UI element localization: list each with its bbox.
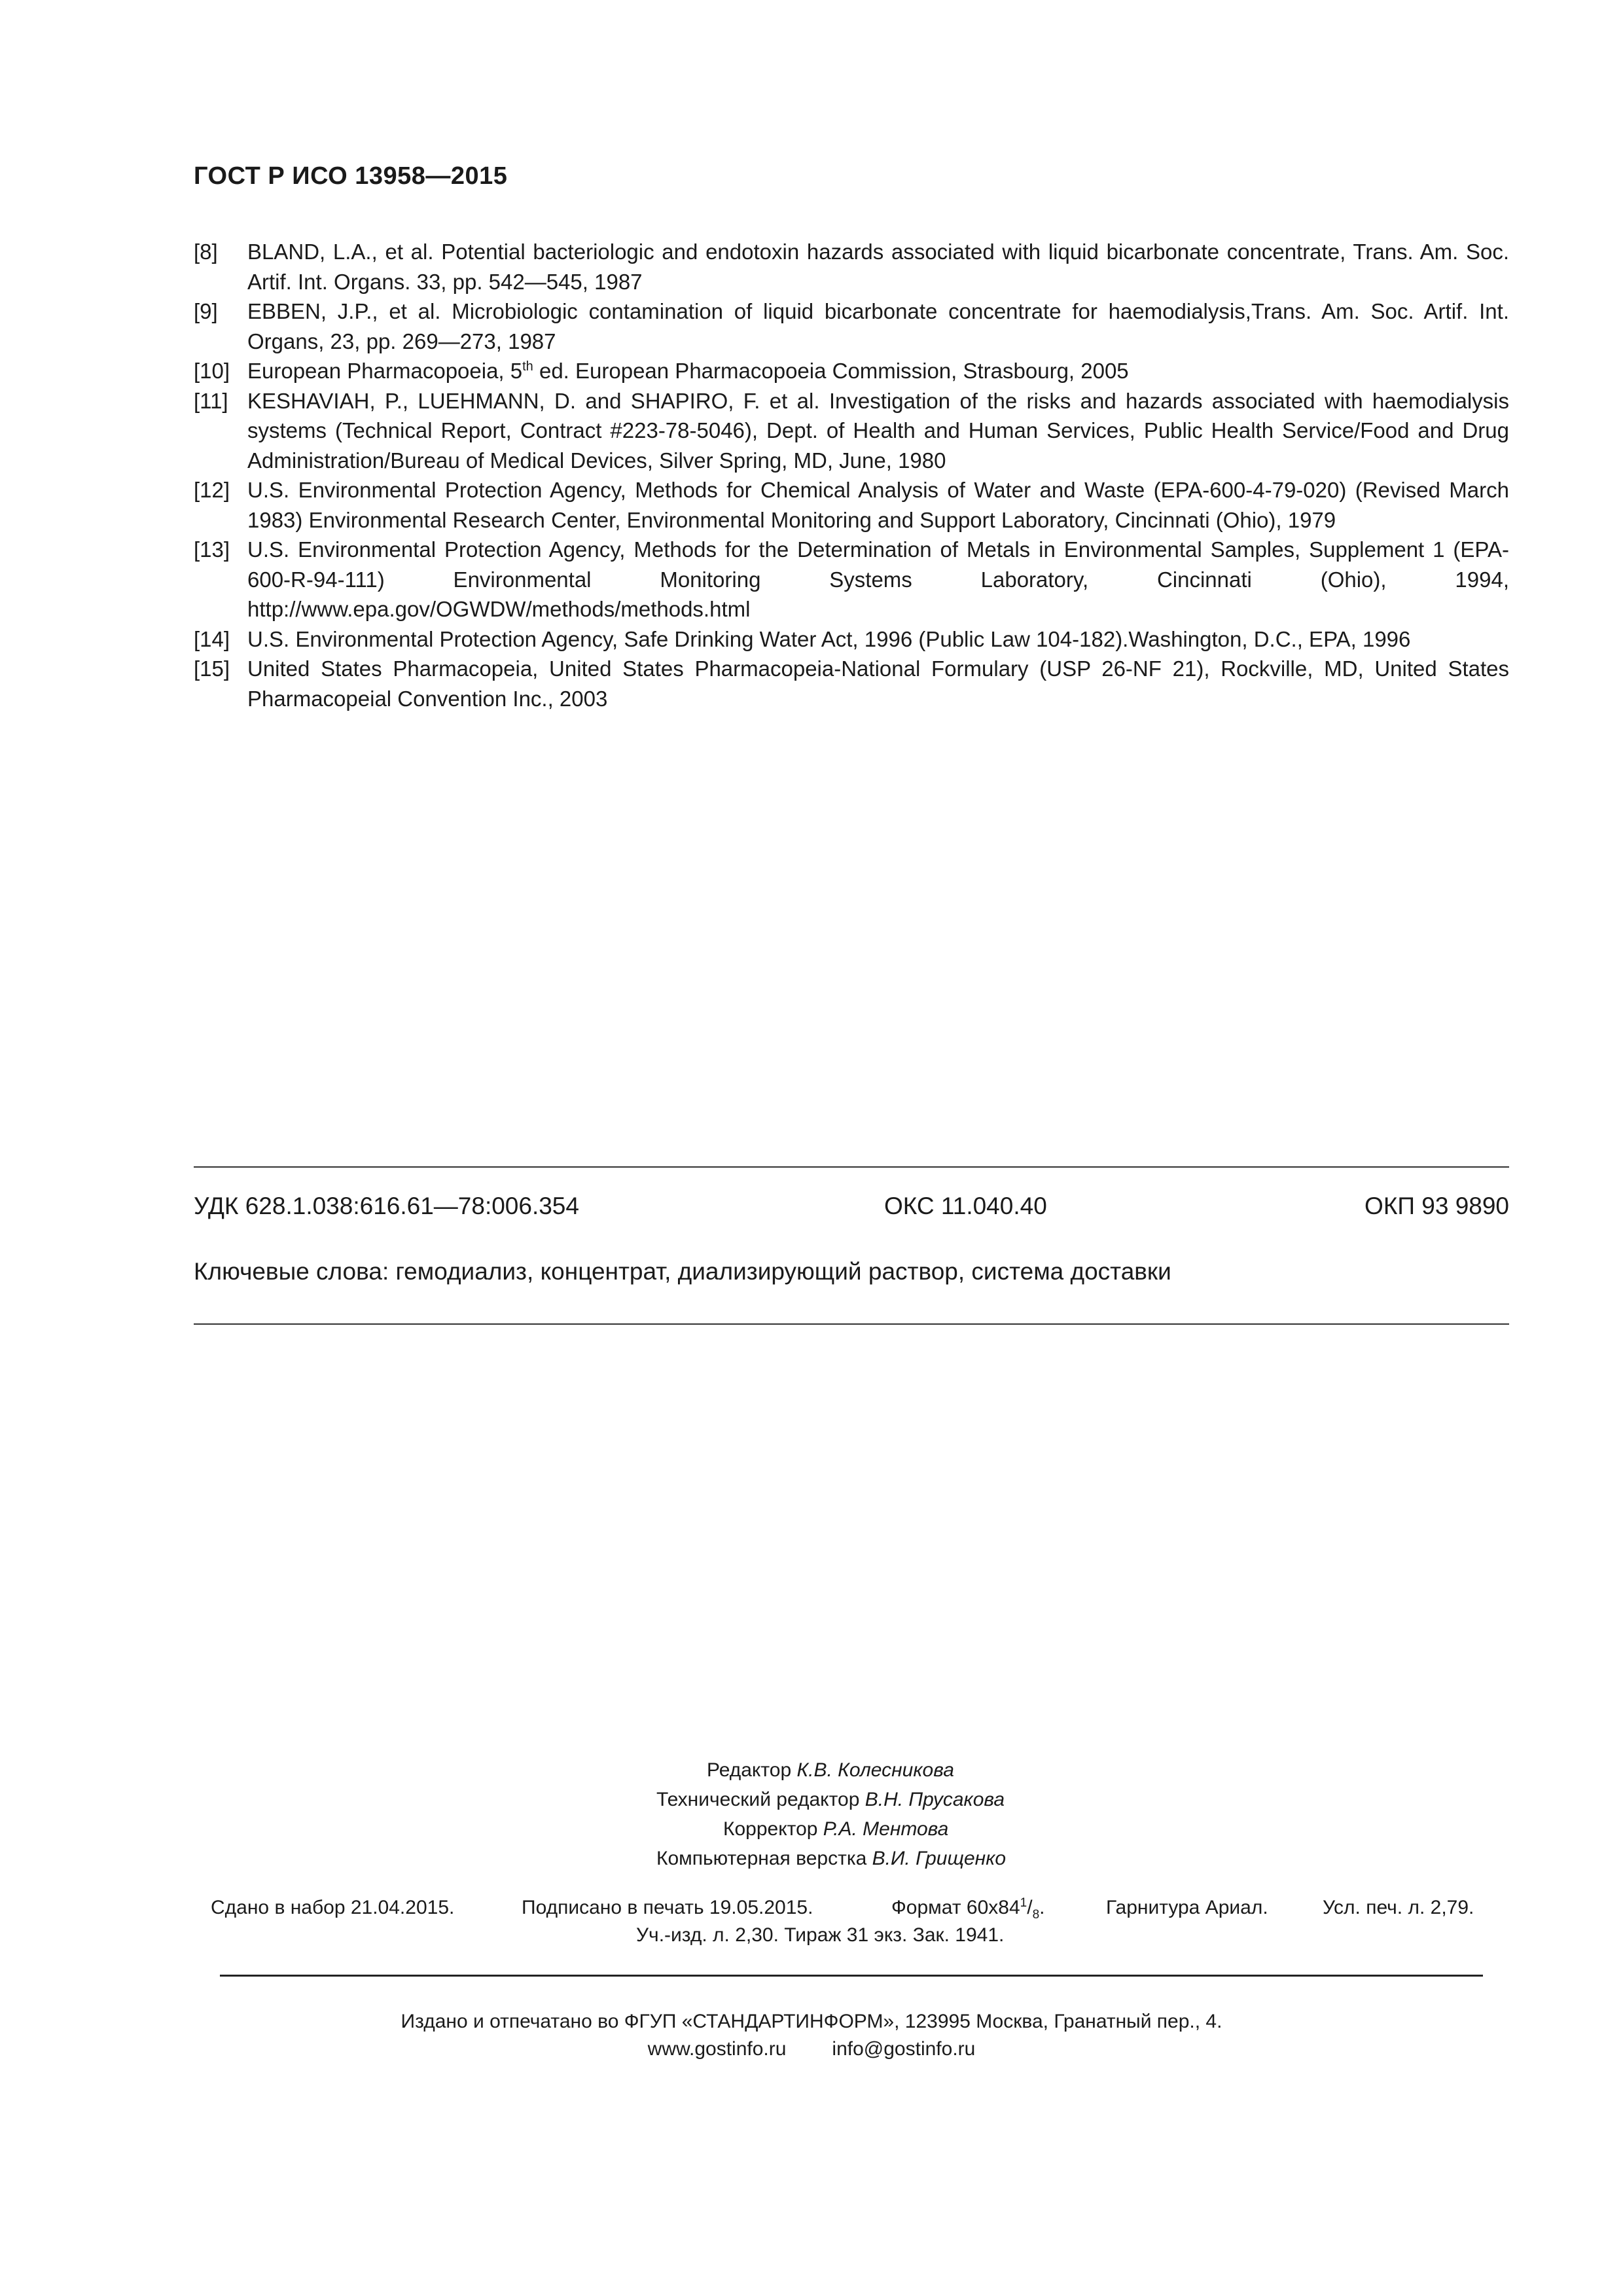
staff-role: Компьютерная верстка [656, 1848, 872, 1869]
okp-code: ОКП 93 9890 [1364, 1193, 1509, 1219]
publisher-block [0, 2008, 1623, 2063]
reference-item [194, 475, 1509, 535]
staff-name: К.В. Колесникова [796, 1759, 954, 1781]
paper-format [891, 1896, 1045, 1922]
reference-text: United States Pharmacopeia, United States Pharmacopeia-National Formulary (USP 26-NF 21), Rockville, MD, United States Pharmacopeial Convention Inc., 2003 [247, 656, 1509, 711]
staff-layout [656, 1846, 1006, 1871]
staff-technical-editor [656, 1787, 1005, 1812]
staff-name: Р.А. Ментова [823, 1818, 949, 1840]
reference-number: [13] [194, 537, 230, 562]
staff-name: В.Н. Прусакова [865, 1789, 1005, 1810]
udk-code: УДК 628.1.038:616.61—78:006.354 [194, 1193, 579, 1219]
reference-text [247, 356, 1509, 386]
typeface: Гарнитура Ариал. [1106, 1897, 1268, 1918]
staff-role: Редактор [707, 1759, 797, 1781]
reference-item [194, 654, 1509, 713]
document-header: ГОСТ Р ИСО 13958—2015 [194, 162, 508, 190]
reference-number: [10] [194, 359, 230, 383]
reference-number: [14] [194, 626, 230, 651]
reference-text-part: European Pharmacopoeia, 5 [247, 359, 523, 383]
reference-text: U.S. Environmental Protection Agency, Methods for Chemical Analysis of Water and Waste (EPA-600-4-79-020) (Revised March 1983) Environmental Research Center, Environmental Monitoring and Support Laboratory, Cincinnati (Ohio), 1979 [247, 478, 1509, 532]
publisher-contacts [0, 2036, 1623, 2063]
reference-item [194, 356, 1509, 386]
staff-name: В.И. Грищенко [872, 1848, 1007, 1869]
format-text: Формат 60х84 [891, 1897, 1020, 1918]
staff-proofreader [723, 1816, 948, 1842]
reference-text: BLAND, L.A., et al. Potential bacteriologic and endotoxin hazards associated with liquid bicarbonate concentrate, Trans. Am. Soc. Artif. Int. Organs. 33, pp. 542—545, 1987 [247, 240, 1509, 294]
footer-divider [220, 1975, 1483, 1977]
classification-top-divider [194, 1166, 1509, 1168]
ordinal-superscript: th [522, 359, 533, 374]
reference-item [194, 386, 1509, 476]
reference-item [194, 237, 1509, 296]
reference-text: U.S. Environmental Protection Agency, Methods for the Determination of Metals in Environmental Samples, Supplement 1 (EPA-600-R-94-111) Environmental Monitoring Systems Laboratory, Cincinnati (Ohio), 1994, http://www.epa.gov/OGWDW/methods/methods.html [247, 537, 1509, 621]
print-sheets: Усл. печ. л. 2,79. [1323, 1897, 1474, 1918]
reference-text: KESHAVIAH, P., LUEHMANN, D. and SHAPIRO, F. et al. Investigation of the risks and hazards associated with haemodialysis systems (Technical Report, Contract #223-78-5046), Dept. of Health and Human Services, Public Health Service/Food and Drug Administration/Bureau of Medical Devices, Silver Spring, MD, June, 1980 [247, 388, 1509, 473]
keywords-line: Ключевые слова: гемодиализ, концентрат, диализирующий раствор, система доставки [194, 1258, 1171, 1285]
print-details-line: Уч.-изд. л. 2,30. Тираж 31 экз. Зак. 1941. [636, 1924, 1005, 1946]
reference-number: [15] [194, 656, 230, 681]
publisher-website[interactable]: www.gostinfo.ru [647, 2038, 787, 2060]
reference-text-part: ed. European Pharmacopoeia Commission, Strasbourg, 2005 [533, 359, 1129, 383]
reference-item [194, 296, 1509, 356]
publisher-address: Издано и отпечатано во ФГУП «СТАНДАРТИНФОРМ», 123995 Москва, Гранатный пер., 4. [401, 2011, 1222, 2032]
reference-number: [8] [194, 240, 218, 264]
reference-item [194, 535, 1509, 624]
reference-number: [9] [194, 299, 218, 323]
reference-number: [11] [194, 388, 228, 413]
format-end: . [1039, 1897, 1045, 1918]
format-numerator: 1 [1020, 1896, 1027, 1910]
staff-editor [707, 1757, 954, 1783]
reference-text: U.S. Environmental Protection Agency, Safe Drinking Water Act, 1996 (Public Law 104-182).Washington, D.C., EPA, 1996 [247, 626, 1411, 651]
format-denominator: 8 [1032, 1908, 1040, 1922]
classification-bottom-divider [194, 1323, 1509, 1325]
reference-item [194, 624, 1509, 655]
bibliography-list [194, 237, 1509, 713]
reference-number: [12] [194, 478, 230, 502]
oks-code: ОКС 11.040.40 [884, 1193, 1047, 1219]
format-slash: / [1027, 1897, 1033, 1918]
signed-date: Подписано в печать 19.05.2015. [522, 1897, 813, 1918]
staff-role: Корректор [723, 1818, 823, 1840]
publisher-email[interactable]: info@gostinfo.ru [832, 2038, 976, 2060]
staff-role: Технический редактор [656, 1789, 865, 1810]
classification-row [194, 1193, 1509, 1225]
submitted-date: Сдано в набор 21.04.2015. [211, 1897, 455, 1918]
reference-text: EBBEN, J.P., et al. Microbiologic contamination of liquid bicarbonate concentrate for haemodialysis,Trans. Am. Soc. Artif. Int. Organs, 23, pp. 269—273, 1987 [247, 299, 1509, 353]
